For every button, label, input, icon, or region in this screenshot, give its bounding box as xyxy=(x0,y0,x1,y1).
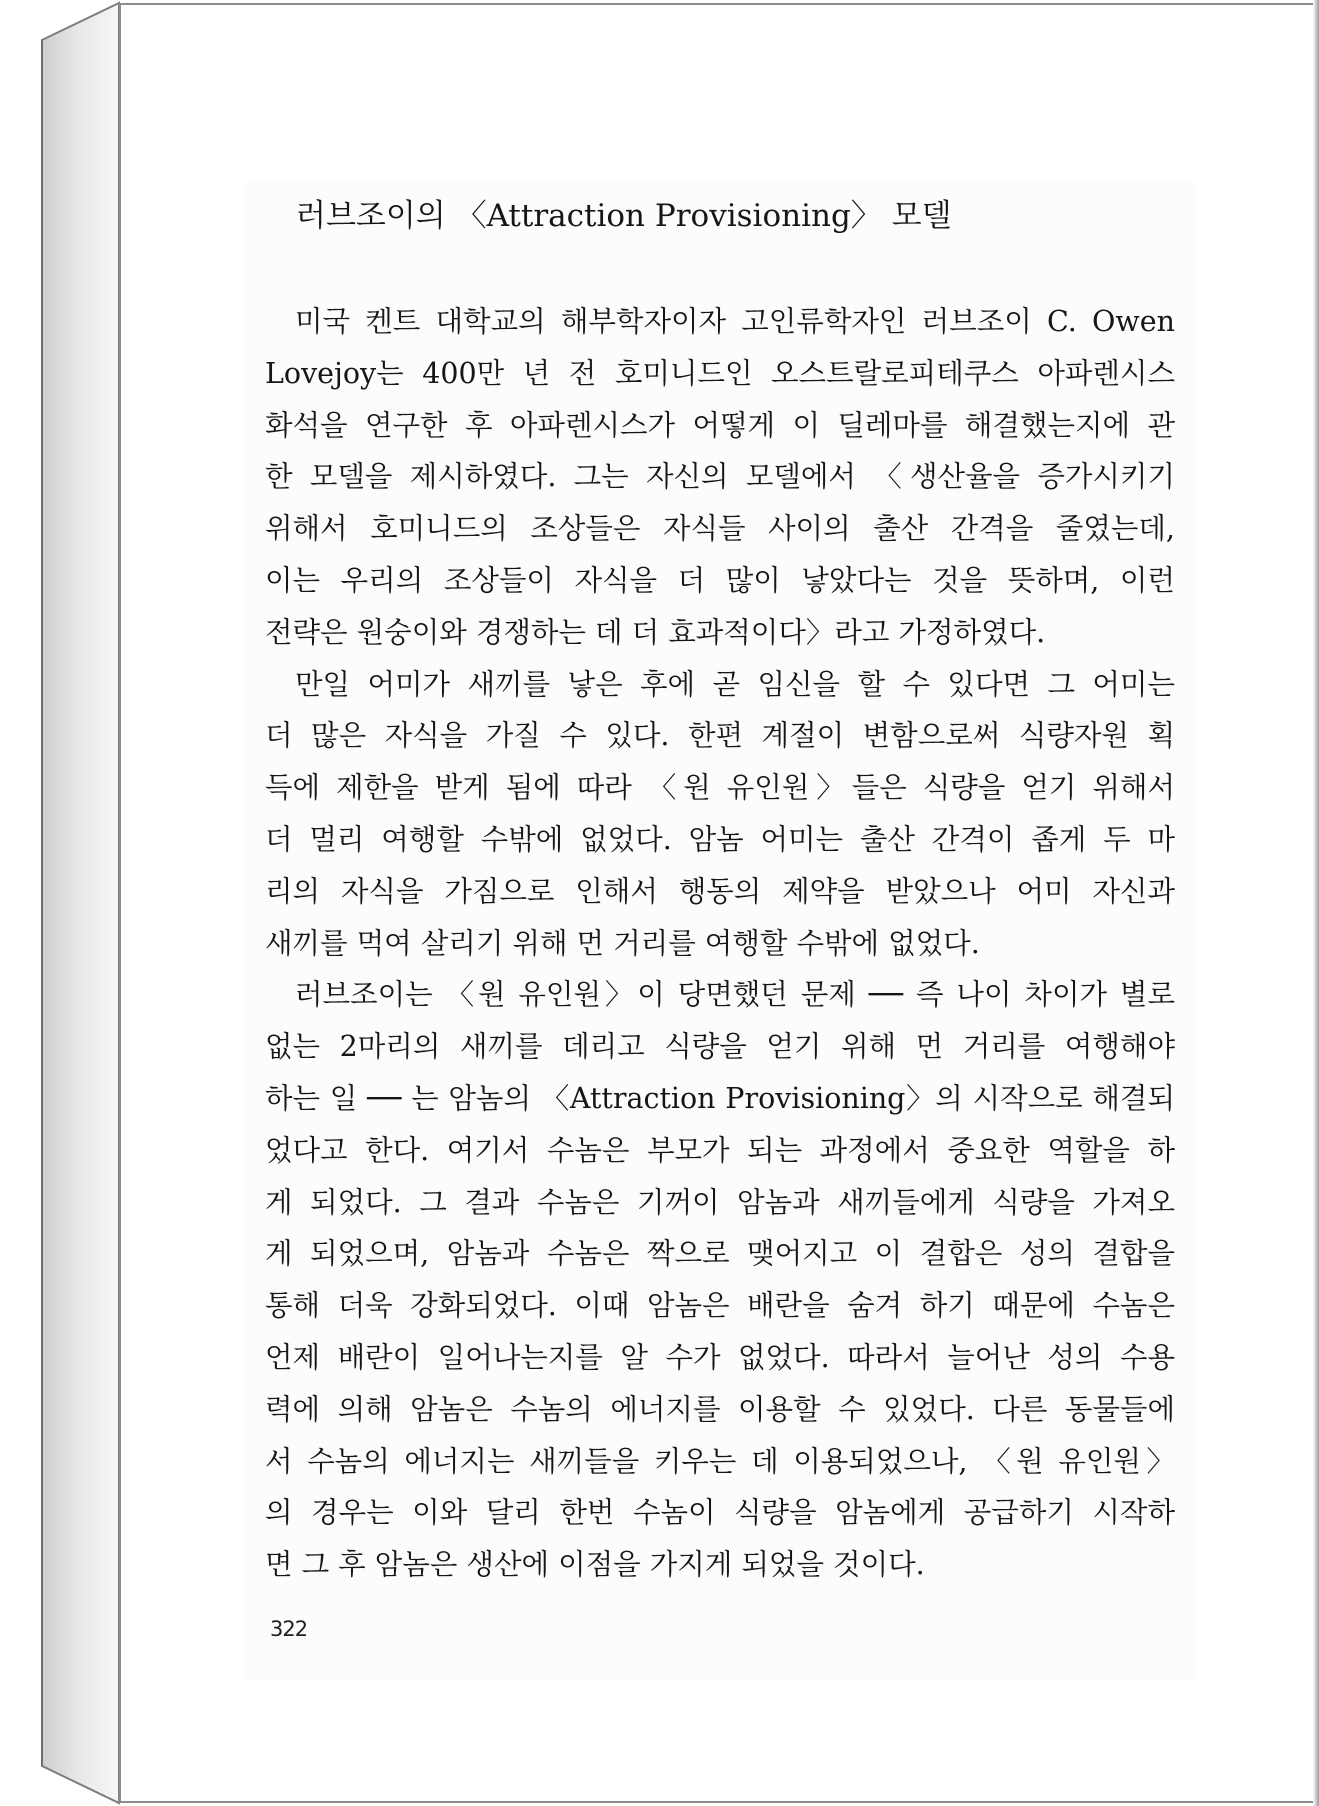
text-line: 의 경우는 이와 달리 한번 수놈이 식량을 암놈에게 공급하기 시작하 xyxy=(265,1496,1175,1530)
text-line: 더 많은 자식을 가질 수 있다. 한편 계절이 변함으로써 식량자원 획 xyxy=(265,719,1175,753)
section-heading: 러브조이의 〈Attraction Provisioning〉 모델 xyxy=(296,198,952,234)
text-line: 위해서 호미니드의 조상들은 자식들 사이의 출산 간격을 줄였는데, xyxy=(265,512,1175,546)
text-line: 통해 더욱 강화되었다. 이때 암놈은 배란을 숨겨 하기 때문에 수놈은 xyxy=(265,1289,1175,1323)
text-line: 한 모델을 제시하였다. 그는 자신의 모델에서 〈생산율을 증가시키기 xyxy=(265,460,1175,494)
text-line: 없는 2마리의 새끼를 데리고 식량을 얻기 위해 먼 거리를 여행해야 xyxy=(265,1030,1175,1064)
text-line: 미국 켄트 대학교의 해부학자이자 고인류학자인 러브조이 C. Owen xyxy=(295,305,1175,338)
body-text xyxy=(265,296,1175,1591)
paragraph-1 xyxy=(265,296,1175,659)
page-number: 322 xyxy=(270,1617,308,1641)
text-line: 력에 의해 암놈은 수놈의 에너지를 이용할 수 있었다. 다른 동물들에 xyxy=(265,1392,1175,1426)
text-line: 게 되었으며, 암놈과 수놈은 짝으로 맺어지고 이 결합은 성의 결합을 xyxy=(265,1237,1175,1271)
text-line: 리의 자식을 가짐으로 인해서 행동의 제약을 받았으나 어미 자신과 xyxy=(265,874,1175,908)
text-line: 새끼를 먹여 살리기 위해 먼 거리를 여행할 수밖에 없었다. xyxy=(265,926,980,960)
text-line: 만일 어미가 새끼를 낳은 후에 곧 임신을 할 수 있다면 그 어미는 xyxy=(295,667,1175,701)
text-line: 하는 일 ── 는 암놈의 〈Attraction Provisioning〉의 시작으로 해결되 xyxy=(265,1081,1175,1115)
text-line: 면 그 후 암놈은 생산에 이점을 가지게 되었을 것이다. xyxy=(265,1548,925,1582)
text-line: 화석을 연구한 후 아파렌시스가 어떻게 이 딜레마를 해결했는지에 관 xyxy=(265,408,1175,442)
text-line: 서 수놈의 에너지는 새끼들을 키우는 데 이용되었으나, 〈원 유인원〉 xyxy=(265,1444,1175,1478)
text-line: 더 멀리 여행할 수밖에 없었다. 암놈 어미는 출산 간격이 좁게 두 마 xyxy=(265,822,1175,856)
text-line: 러브조이는 〈원 유인원〉이 당면했던 문제 ── 즉 나이 차이가 별로 xyxy=(295,978,1175,1012)
text-line: 언제 배란이 일어나는지를 알 수가 없었다. 따라서 늘어난 성의 수용 xyxy=(265,1340,1175,1374)
text-line: 게 되었다. 그 결과 수놈은 기꺼이 암놈과 새끼들에게 식량을 가져오 xyxy=(265,1185,1175,1219)
text-line: 득에 제한을 받게 됨에 따라 〈원 유인원〉들은 식량을 얻기 위해서 xyxy=(265,771,1175,805)
paragraph-3 xyxy=(265,969,1175,1591)
book-page-edge xyxy=(0,0,120,1806)
text-line: 었다고 한다. 여기서 수놈은 부모가 되는 과정에서 중요한 역할을 하 xyxy=(265,1133,1175,1167)
text-line: Lovejoy는 400만 년 전 호미니드인 오스트랄로피테쿠스 아파렌시스 xyxy=(265,356,1175,390)
paragraph-2 xyxy=(265,659,1175,970)
text-line: 이는 우리의 조상들이 자식을 더 많이 낳았다는 것을 뜻하며, 이런 xyxy=(265,563,1175,597)
page-right-shadow xyxy=(1313,0,1319,1806)
text-line: 전략은 원숭이와 경쟁하는 데 더 효과적이다〉라고 가정하였다. xyxy=(265,615,1046,649)
